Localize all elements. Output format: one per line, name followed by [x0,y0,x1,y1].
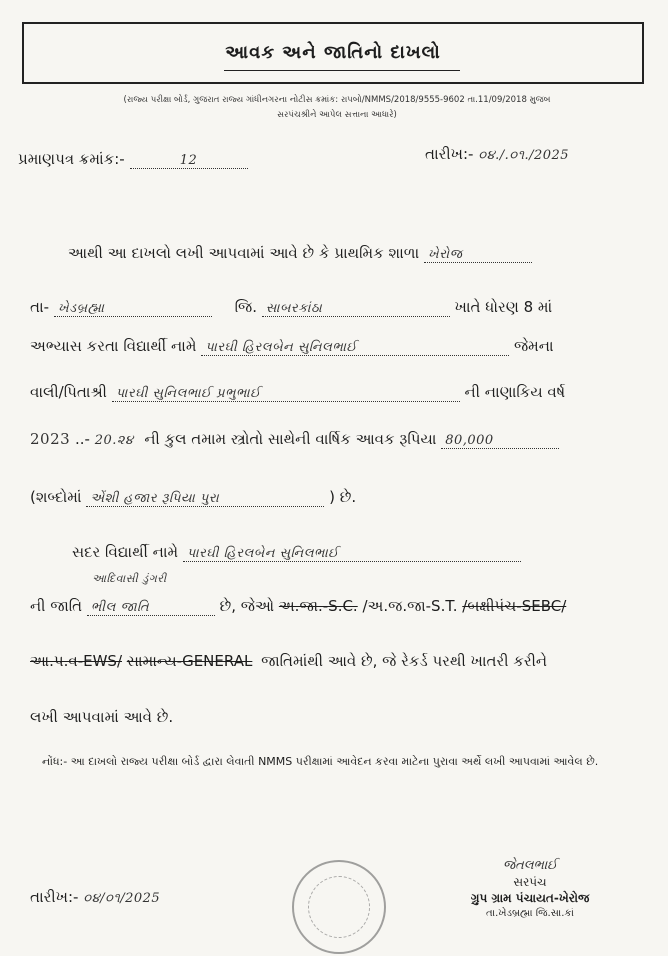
caste-mid: છે, જેઓ [219,597,275,615]
line-student [30,337,554,356]
certificate-number-label: પ્રમાણપત્ર ક્રમાંક:- [18,150,125,168]
line4-tail: ની નાણાકિય વર્ષ [464,383,566,401]
income-in-words: એંશી હજાર રૂપિયા પુરા [86,491,324,507]
line9-tail: જાતિમાંથી આવે છે, જે રેકર્ડ પરથી ખાતરી કરીને [261,652,548,670]
certificate-number: 12 [130,153,248,169]
year-from: 2023 [30,430,71,448]
line-income: 2023 ..- 20.૨૪ ની કુલ તમામ સ્ત્રોતો સાથેની વાર્ષિક આવક રૂપિયા 80,000 [30,430,559,449]
footer-date-label: તારીખ:- [30,888,79,906]
income-amount: 80,000 [441,433,559,449]
words-label: (શબ્દોમાં [30,488,82,506]
guardian-label: વાલી/પિતાશ્રી [30,383,107,401]
signature-block [420,858,640,922]
income-text: ની કુલ તમામ સ્ત્રોતો સાથેની વાર્ષિક આવક રૂપિયા [144,430,437,448]
document-title: આવક અને જાતિનો દાખલો [225,42,441,63]
signatory-office: ગ્રુપ ગ્રામ પંચાયત-ખેરોજ [470,891,590,905]
category-ews: આ.પ.વ-EWS/ [30,652,122,670]
district-label: જિ. [234,298,257,316]
line-category-2 [30,652,547,670]
line-words [30,488,356,507]
category-general: સામાન્ય-GENERAL [126,652,253,670]
line3-tail: જેમના [513,337,554,355]
category-sebc: /બક્ષીપંચ-SEBC/ [462,597,567,615]
reference-line-2: સરપંચશ્રીને આપેલ સત્તાના આધારે) [277,110,397,120]
line-caste [30,597,566,616]
date-value: ૦૪./.૦૧./2025 [478,148,570,163]
caste-label: ની જાતિ [30,597,83,615]
category-st: /અ.જ.જા-S.T. [362,597,458,615]
guardian-name: પારઘી સુનિલભાઈ પ્રભુભાઈ [112,386,460,402]
note: નોંધ:- આ દાખલો રાજ્ય પરીક્ષા બોર્ડ દ્વારા લેવાતી NMMS પરીક્ષામાં આવેદન કરવા માટેના પુરાવા અર્થે લખી આપવામાં આવેલ છે. [42,755,599,768]
date-row [425,145,569,163]
category-sc: અ.જા.-S.C. [278,597,358,615]
para1-text: આથી આ દાખલો લખી આપવામાં આવે છે કે પ્રાથમિક શાળા [68,244,420,262]
taluka-label: તા- [30,298,50,316]
title-underline [224,70,460,71]
student-label-2: સદર વિદ્યાર્થી નામે [72,543,179,561]
student-name-2: પારઘી હિરલબેન સુનિલભાઈ [183,546,521,562]
closing-line: લખી આપવામાં આવે છે. [30,708,174,726]
student-label: અભ્યાસ કરતા વિદ્યાર્થી નામે [30,337,197,355]
line-taluka [30,298,552,317]
signatory-place: તા.ખેડબ્રહ્મા જિ.સા.કાં [486,908,574,919]
line-guardian [30,383,565,402]
line-student-2 [72,543,521,562]
school-name: ખેરોજ [424,247,532,263]
round-seal [292,860,386,954]
taluka-name: ખેડબ્રહ્મા [54,301,212,317]
year-to: 20.૨૪ [94,433,134,448]
district-name: સાબરકાંઠા [262,301,450,317]
title-box [22,22,644,84]
standard-text: ખાતે ધોરણ 8 માં [454,298,553,316]
reference-line-1: (રાજ્ય પરીક્ષા બોર્ડ, ગુજરાત રાજ્ય ગાંધીનગરના નોટીસ ક્રમાંક: રાપબો/NMMS/2018/9555-9602 તા.11/09/2018 મુજબ [123,95,551,105]
words-tail: ) છે. [329,488,357,506]
line-school [68,244,532,263]
footer-date-row [30,888,160,906]
student-name: પારઘી હિરલબેન સુનિલભાઈ [201,340,509,356]
caste-overwrite: આદિવાસી ડુંગરી [92,572,167,585]
footer-date: ૦૪/૦૧/2025 [83,891,161,906]
signature-scribble: જેતલભાઈ [502,858,558,873]
seal-inner-ring [308,876,370,938]
caste-name: ભીલ જાતિ [87,600,215,616]
signatory-title: સરપંચ [513,875,547,889]
date-label: તારીખ:- [425,145,474,163]
certificate-number-row [18,150,248,169]
